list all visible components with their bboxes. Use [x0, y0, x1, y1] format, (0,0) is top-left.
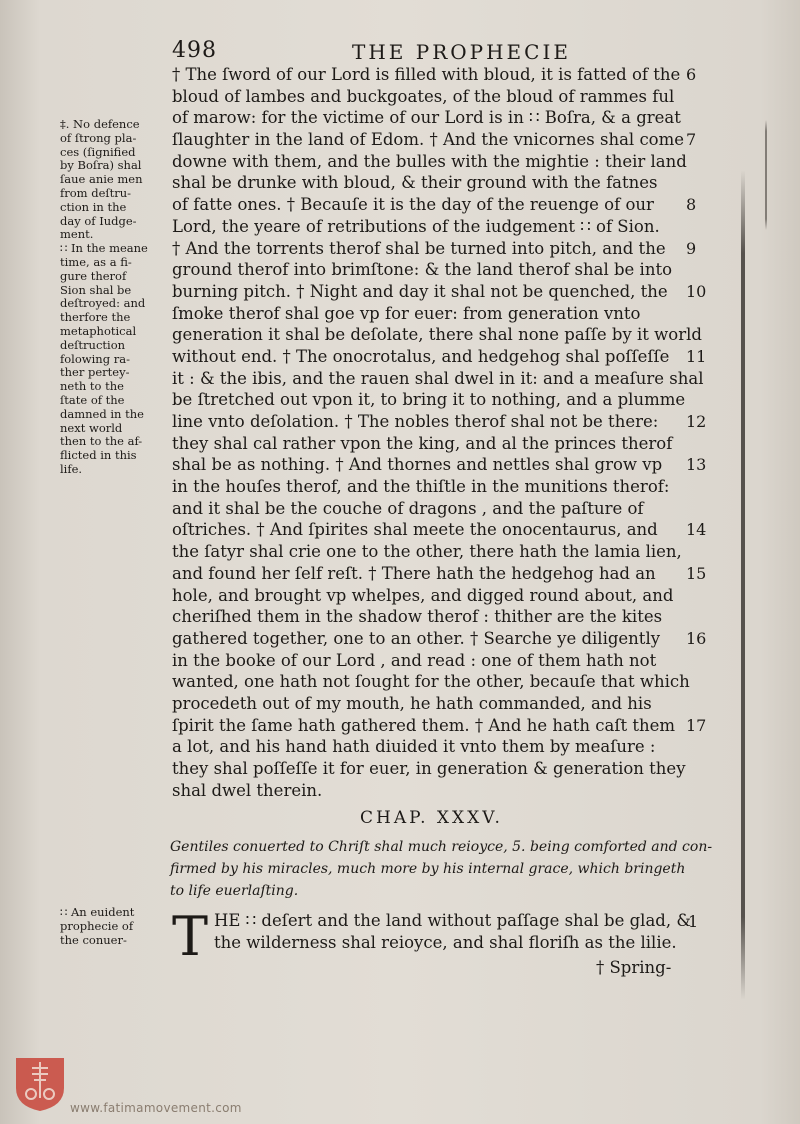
page-number: 498 [172, 38, 217, 63]
verse-number [686, 324, 726, 346]
chapter-heading: CHAP. XXXV. [360, 808, 503, 828]
summary-line: to life euerlaſting. [170, 883, 299, 899]
margin-note-line: flicted in this [60, 448, 137, 463]
text-line: the wilderness shal reioyce, and shal floriſh as the lilie. [214, 933, 677, 952]
text-line: of marow: for the victime of our Lord is in ∷ Boſra, & a great [172, 108, 681, 128]
margin-note-line: ∷ An euident [60, 905, 135, 919]
text-line: of fatte ones. † Becauſe it is the day of the reuenge of our [172, 195, 654, 215]
text-line: ſpirit the ſame hath gathered them. † And he hath caſt them [172, 715, 676, 735]
catchword: † Spring- [596, 958, 672, 977]
margin-note-line: ∷ In the meane [60, 241, 148, 256]
summary-line: firmed by his miracles, much more by his internal grace, which bringeth [170, 861, 686, 877]
margin-note-line: then to the af- [60, 434, 143, 449]
verse-number: 13 [686, 455, 707, 475]
margin-note-line: life. [60, 461, 83, 476]
text-line: and found her ſelf reſt. † There hath the hedgehog had an [172, 563, 656, 583]
text-line: procedeth out of my mouth, he hath commanded, and his [172, 693, 652, 713]
margin-note-line: deſtroyed: and [60, 296, 146, 311]
margin-note-line: therfore the [60, 310, 131, 325]
margin-note-line: ſtate of the [60, 392, 125, 407]
margin-note-line: ‡. No defence [60, 117, 140, 131]
margin-note-line: ces (ſignified [60, 144, 136, 159]
margin-note-line: ſaue anie men [60, 172, 143, 187]
margin-note-line: day of Iudge- [60, 213, 137, 228]
verse-number [686, 216, 726, 238]
verse-number: 6 [686, 65, 697, 84]
verse-number [686, 303, 726, 325]
verse-number [686, 433, 726, 455]
text-line: Lord, the yeare of retributions of the iudgement ∷ of Sion. [172, 216, 660, 236]
text-line: hole, and brought vp whelpes, and digged round about, and [172, 585, 674, 605]
text-line: † The ſword of our Lord is filled with bloud, it is fatted of the [172, 65, 681, 84]
margin-note-line: by Boſra) shal [60, 158, 142, 173]
chapter-35-text [214, 910, 692, 954]
text-line: without end. † The onocrotalus, and hedgehog shal poſſeſſe [172, 346, 670, 366]
text-line: ſlaughter in the land of Edom. † And the vnicornes shal come [172, 130, 685, 150]
verse-number [686, 606, 726, 628]
text-line: it : & the ibis, and the rauen shal dwel in it: and a meaſure shal [172, 368, 704, 388]
text-line: a lot, and his hand hath diuided it vnto them by meaſure : [172, 737, 656, 757]
chapter-summary [170, 836, 730, 902]
verse-number [686, 86, 726, 108]
text-line: they shal cal rather vpon the king, and al the princes therof [172, 433, 673, 453]
verse-number: 16 [686, 628, 707, 648]
text-line: be ſtretched out vpon it, to bring it to nothing, and a plumme [172, 390, 686, 410]
verse-number: 10 [686, 281, 707, 301]
margin-note-bosra [60, 118, 168, 477]
text-line: shal be drunke with bloud, & their ground with the fatnes [172, 173, 658, 193]
text-line: shal dwel therein. [172, 780, 323, 800]
text-line: shal be as nothing. † And thornes and nettles shal grow vp [172, 455, 663, 475]
text-line: line vnto deſolation. † The nobles therof shal not be there: [172, 412, 659, 431]
text-line: HE ∷ deſert and the land without paſſage shal be glad, & [214, 911, 692, 930]
verse-number: 12 [686, 412, 707, 431]
text-line: gathered together, one to an other. † Searche ye diligently [172, 628, 661, 648]
watermark: www.fatimamovement.com [70, 1101, 242, 1115]
margin-note-line: gure therof [60, 268, 127, 283]
text-line: downe with them, and the bulles with the mightie : their land [172, 151, 687, 171]
text-line: the ſatyr shal crie one to the other, there hath the lamia lien, [172, 542, 682, 562]
verse-number [686, 389, 726, 411]
margin-note-line: next world [60, 420, 123, 435]
verse-number [686, 151, 726, 173]
verse-number [686, 368, 726, 390]
verse-number: 15 [686, 563, 707, 583]
text-line: ſmoke therof shal goe vp for euer: from generation vnto [172, 303, 641, 323]
text-line: oſtriches. † And ſpirites shal meete the onocentaurus, and [172, 520, 658, 540]
summary-line: Gentiles conuerted to Chriſt shal much reioyce, 5. being comforted and con- [170, 839, 713, 855]
verse-number [686, 107, 726, 129]
margin-note-line: deſtruction [60, 337, 126, 352]
margin-note-line: of ſtrong pla- [60, 130, 137, 145]
margin-note-line: the conuer- [60, 932, 127, 947]
margin-note-line: ction in the [60, 199, 127, 214]
drop-cap: T [172, 905, 209, 968]
margin-note-line: time, as a fi- [60, 254, 132, 269]
margin-note-line: neth to the [60, 379, 124, 394]
text-line: generation it shal be deſolate, there shal none paſſe by it world [172, 325, 702, 345]
verse-number [686, 736, 726, 758]
text-line: ground therof into brimſtone: & the land therof shal be into [172, 260, 673, 280]
verse-number-column [686, 64, 726, 801]
margin-note-line: ment. [60, 227, 94, 242]
margin-note-prophecie [60, 906, 168, 947]
verse-number: 8 [686, 195, 697, 215]
text-line: burning pitch. † Night and day it shal not be quenched, the [172, 281, 668, 301]
verse-number: 14 [686, 520, 707, 540]
running-head: THE PROPHECIE [352, 40, 571, 64]
text-line: bloud of lambes and buckgoates, of the bloud of rammes ful [172, 86, 675, 106]
margin-note-line: folowing ra- [60, 351, 130, 366]
verse-number [686, 671, 726, 693]
margin-note-line: prophecie of [60, 918, 134, 933]
text-line: wanted, one hath not ſought for the other, becauſe that which [172, 672, 690, 692]
verse-number [686, 259, 726, 281]
verse-number [686, 476, 726, 498]
verse-number [686, 693, 726, 715]
verse-number [686, 780, 726, 802]
verse-number: 11 [686, 346, 707, 366]
text-line: † And the torrents therof shal be turned into pitch, and the [172, 238, 666, 258]
verse-number: 9 [686, 238, 697, 258]
verse-number: 1 [688, 912, 699, 931]
text-line: in the booke of our Lord , and read : one of them hath not [172, 650, 657, 670]
verse-number [686, 650, 726, 672]
margin-note-line: Sion shal be [60, 282, 132, 297]
text-line: they shal poſſeſſe it for euer, in generation & generation they [172, 759, 686, 778]
papal-seal-icon [14, 1054, 66, 1112]
verse-number: 7 [686, 130, 697, 150]
text-line: cheriſhed them in the shadow therof : thither are the kites [172, 607, 663, 627]
verse-number [686, 585, 726, 607]
verse-number [686, 541, 726, 563]
verse-number [686, 498, 726, 520]
page-edge-shadow [765, 120, 767, 230]
text-line: and it shal be the couche of dragons , and the paſture of [172, 498, 644, 518]
verse-number [686, 172, 726, 194]
margin-note-line: ther pertey- [60, 365, 130, 380]
text-line: in the houſes therof, and the thiſtle in the munitions therof: [172, 477, 670, 497]
margin-note-line: metaphotical [60, 323, 137, 338]
verse-number: 17 [686, 715, 707, 735]
verse-number [686, 758, 726, 780]
page-gutter-shadow [741, 170, 745, 1000]
margin-note-line: from deſtru- [60, 185, 132, 200]
margin-note-line: damned in the [60, 406, 144, 421]
